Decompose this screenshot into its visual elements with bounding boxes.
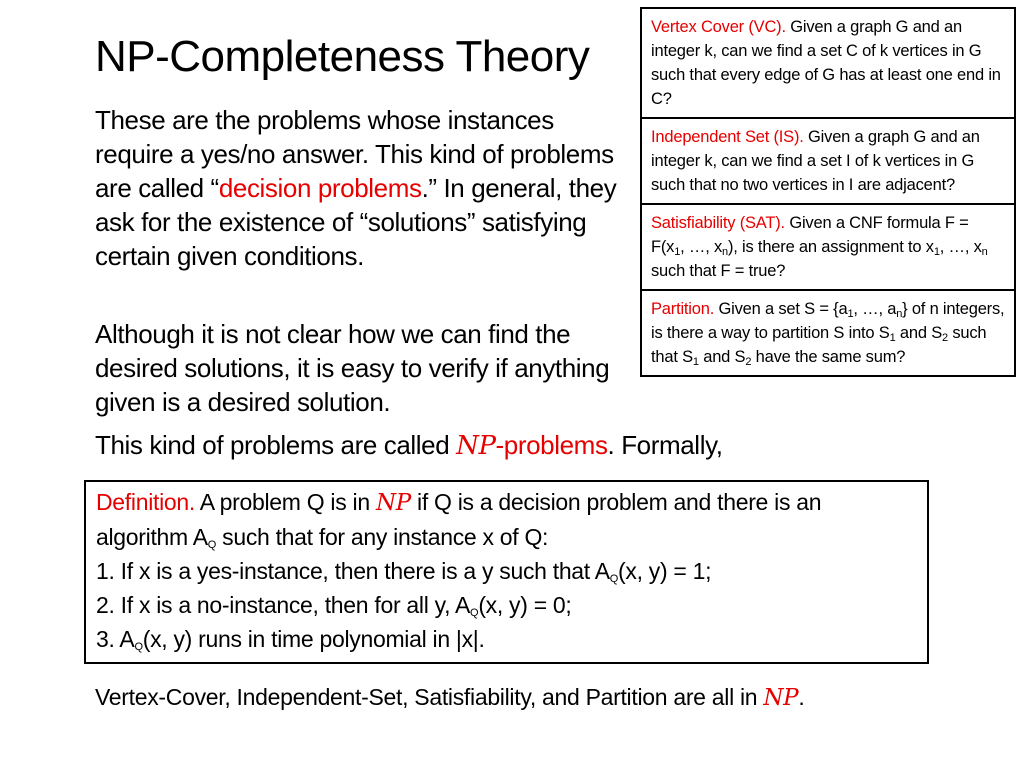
np-symbol: NP [375,490,411,516]
problem-text: such that F = true? [651,262,786,280]
problem-text: , …, x [680,238,723,256]
problem-vertex-cover [642,9,1014,119]
intro-paragraph [95,103,625,273]
definition-condition-3: 3. $A_Q(x$, y) runs in time polynomial in |x|. [96,626,485,653]
subscript: Q [609,573,619,585]
subscript: 1 [692,356,699,368]
np-problems-term [456,430,607,460]
problem-text: , …, a [853,300,897,318]
problem-text: Given a set S = {a [714,300,848,318]
closing-statement [95,684,804,711]
problem-text: and S [698,348,746,366]
decision-problems-term: decision problems [218,173,422,203]
intro-text-1: These are the problems whose instances require a yes/no answer. This kind of problems are called “ [95,105,614,203]
problem-name: Partition. [651,300,715,318]
np-problems-suffix: -problems [495,430,608,460]
subscript: Q [470,607,479,619]
problem-text: such that S [651,324,987,366]
subscript: 1 [674,246,681,258]
definition-label: Definition. [96,489,195,515]
np-symbol: NP [763,685,799,711]
verify-paragraph: Although it is not clear how we can find the desired solutions, it is easy to verify if anything given is a desired solution. [95,319,610,417]
definition-box [84,480,929,664]
problem-satisfiability [642,205,1014,291]
subscript: n [722,246,728,258]
subscript: 2 [942,332,948,344]
problem-independent-set [642,119,1014,205]
slide-title: NP-Completeness Theory [95,32,590,81]
closing-text: Vertex-Cover, Independent-Set, Satisfiability, and Partition are all in [95,684,764,710]
problem-text: ), is there an assignment to x [727,238,934,256]
problems-box [640,7,1016,377]
problem-text: Given a graph G and an integer k, can we find a set C of k vertices in G such that every edge of G has at least one end in C? [651,18,1001,108]
definition-intro [96,485,917,554]
problem-text: have the same sum? [751,348,906,366]
np-symbol: NP [456,431,496,461]
definition-text: if Q is a decision problem and there is [410,489,791,515]
problem-name: Satisfiability (SAT). [651,214,785,232]
np-line [95,428,835,463]
problem-text: } of n integers, is there a way to partition S into S [651,300,1005,342]
problem-name: Vertex Cover (VC). [651,18,786,36]
definition-condition-2: 2. If x is a no-instance, then for all y, $A_Q(x$, y) = 0; [96,592,572,619]
subscript: n [896,308,903,320]
subscript: 1 [847,308,854,320]
subscript: 1 [933,246,940,258]
definition-text: such that for any instance x of Q: [216,524,549,550]
subscript: Q [134,641,143,653]
np-line-prefix: This kind of problems are called [95,430,457,460]
problem-text: and S [895,324,943,342]
closing-end: . [798,684,805,710]
problem-text: , …, x [939,238,982,256]
problem-partition [642,291,1014,375]
problem-text: Given a CNF formula F = F(x [651,214,969,256]
subscript: 2 [745,356,752,368]
subscript: n [981,246,988,258]
intro-text-2: .” In general, they ask for the existence of “solutions” satisfying certain given conditions. [95,173,617,271]
definition-text: A problem Q is in [194,489,376,515]
definition-condition-1: 1. If x is a yes-instance, then there is a y such that $A_Q(x$, y) = 1; [96,558,712,585]
subscript: 1 [889,332,896,344]
np-line-after: . Formally, [607,430,723,460]
problem-name: Independent Set (IS). [651,128,804,146]
subscript: Q [207,539,217,551]
problem-text: Given a graph G and an integer k, can we find a set I of k vertices in G such that no two vertices in I are adjacent? [651,128,980,194]
definition-text: an algorithm A [96,489,822,550]
